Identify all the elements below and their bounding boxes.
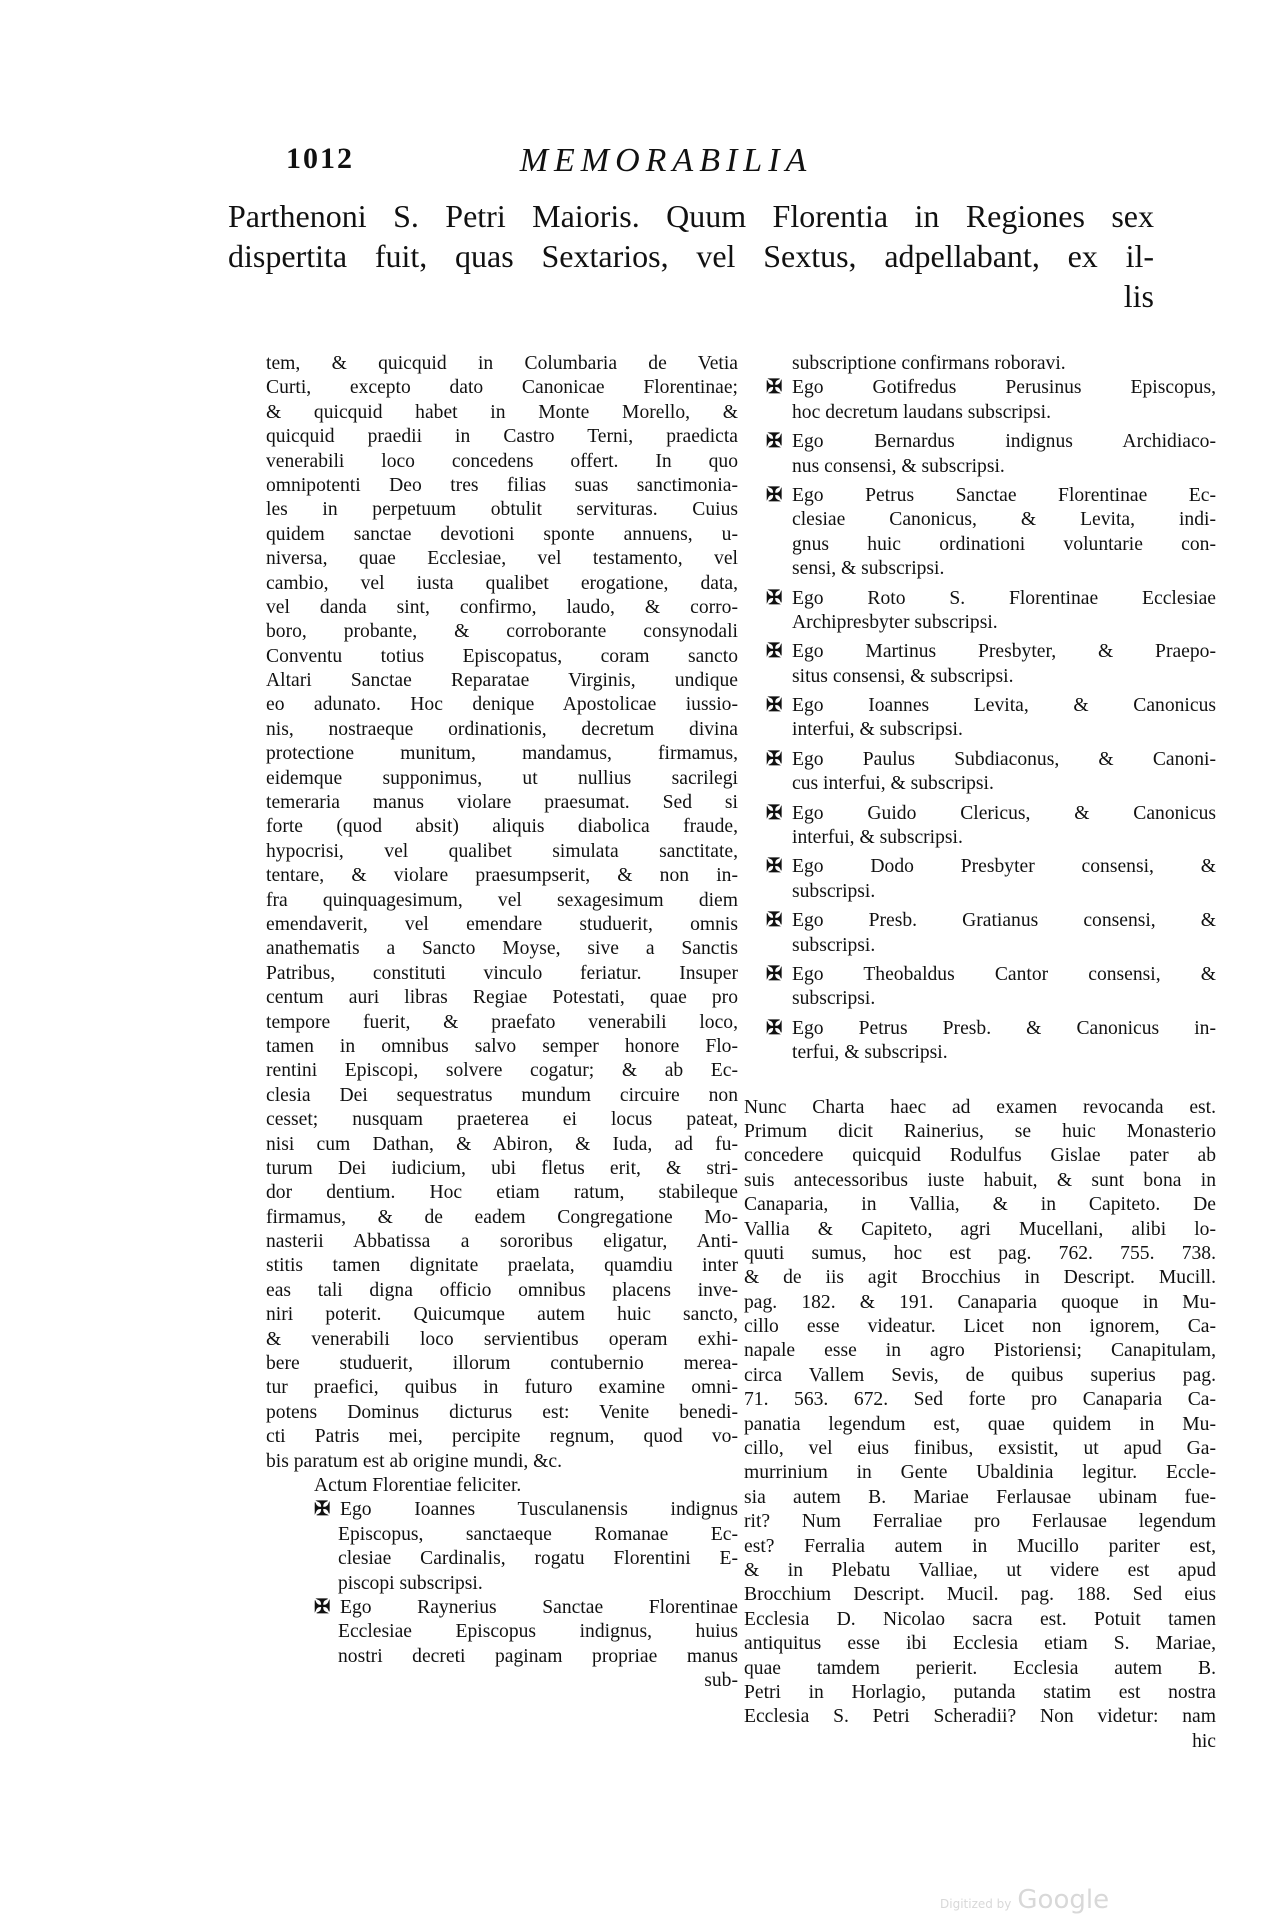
cross-icon: ✠ [766,748,783,770]
intro-line: dispertita fuit, quas Sextarios, vel Sextus, adpellabant, ex il- [228,238,1154,274]
signature-line [266,1547,738,1571]
signature-text: Ego Dodo Presbyter consensi, & [792,856,1216,878]
signature-line [744,508,1216,532]
signature-text: Ego Ioannes Levita, & Canonicus [792,695,1216,717]
signature-line [744,611,1216,635]
text-line: rentini Episcopi, solvere cogatur; & ab Ec- [266,1060,738,1082]
text-line: stitis tamen dignitate praelata, quamdiu inter [266,1255,738,1277]
text-line: nisi cum Dathan, & Abiron, & Iuda, ad fu- [266,1133,738,1155]
text-line: cambio, vel iusta qualibet erogatione, data, [266,572,738,594]
commentary-line: Primum dicit Rainerius, se huic Monasterio [744,1120,1216,1142]
cross-icon: ✠ [766,484,783,506]
text-line: emendaverit, vel emendare studuerit, omnis [266,913,738,935]
signature-line [744,718,1216,742]
commentary-line: antiquitus esse ibi Ecclesia etiam S. Mariae, [744,1633,1216,1655]
spacer [744,1066,1216,1096]
text-line: hypocrisi, vel qualibet simulata sanctitate, [266,840,738,862]
signature-line [744,665,1216,689]
cross-icon: ✠ [766,856,783,878]
text-line: fra quinquagesimum, vel sexagesimum diem [266,889,738,911]
signature-line [744,934,1216,958]
signature-line [744,909,1216,933]
commentary-line: & de iis agit Brocchius in Descript. Mucill. [744,1267,1216,1289]
signature-text: Episcopus, sanctaeque Romanae Ec- [338,1523,738,1545]
text-line: quidem sanctae devotioni sponte annuens, u- [266,523,738,545]
commentary-line: quuti sumus, hoc est pag. 762. 755. 738. [744,1242,1216,1264]
text-line: subscriptione confirmans roboravi. [792,353,1066,374]
text-line: & venerabili loco servientibus operam exhi- [266,1328,738,1350]
signature-line [266,1498,738,1522]
signature-line [266,1596,738,1620]
text-line: Altari Sanctae Reparatae Virginis, undique [266,670,738,692]
signature-text: gnus huic ordinationi voluntarie con- [792,533,1216,555]
text-line: Patribus, constituti vinculo feriatur. Insuper [266,962,738,984]
signature-text: subscripsi. [792,880,876,902]
text-line: tentare, & violare praesumpserit, & non in- [266,865,738,887]
intro-line: Parthenoni S. Petri Maioris. Quum Florentia in Regiones sex [228,198,1154,234]
signature-text: Ego Theobaldus Cantor consensi, & [792,963,1216,985]
left-column [266,352,738,1693]
commentary-line: cillo esse videatur. Licet non ignorem, Ca- [744,1316,1216,1338]
commentary-line: cillo, vel eius finibus, exsistit, ut apud Ga- [744,1438,1216,1460]
cross-icon: ✠ [766,910,783,932]
signature-text: Ego Raynerius Sanctae Florentinae [340,1596,738,1618]
catchword: sub- [704,1670,738,1692]
signature-text: Ego Bernardus indignus Archidiaco- [792,431,1216,453]
commentary-line: pag. 182. & 191. Canaparia quoque in Mu- [744,1291,1216,1313]
commentary-line: concedere quicquid Rodulfus Gislae pater ab [744,1145,1216,1167]
commentary-line: Nunc Charta haec ad examen revocanda est. [744,1096,1216,1118]
text-line: forte (quod absit) aliquis diabolica fraude, [266,816,738,838]
signature-line [744,430,1216,454]
commentary-line: est? Ferralia autem in Mucillo pariter est, [744,1535,1216,1557]
signature-line [744,640,1216,664]
commentary-line: & in Plebatu Valliae, ut videre est apud [744,1559,1216,1581]
text-line: venerabili loco concedens offert. In quo [266,450,738,472]
commentary-line: murrinium in Gente Ubaldinia legitur. Eccle- [744,1462,1216,1484]
signature-line [744,694,1216,718]
text-line: turum Dei iudicium, ubi fletus erit, & stri- [266,1157,738,1179]
signature-line [266,1645,738,1669]
catchword: hic [1192,1730,1216,1752]
text-line: temeraria manus violare praesumat. Sed si [266,792,738,814]
watermark-prefix: Digitized by [940,1897,1012,1911]
signature-text: nostri decreti paginam propriae manus [338,1645,738,1667]
signature-line [744,1017,1216,1041]
text-line: bis paratum est ab origine mundi, &c. [266,1450,563,1472]
signature-text: clesiae Canonicus, & Levita, indi- [792,509,1216,531]
commentary-line: panatia legendum est, quae quidem in Mu- [744,1413,1216,1435]
commentary-line: rit? Num Ferraliae pro Ferlausae legendum [744,1511,1216,1533]
commentary-line: Brocchium Descript. Mucil. pag. 188. Sed eius [744,1584,1216,1606]
commentary-line: Petri in Horlagio, putanda statim est nostra [744,1681,1216,1703]
signature-line [744,557,1216,581]
signature-line [744,826,1216,850]
signature-text: hoc decretum laudans subscripsi. [792,401,1052,423]
signature-line [266,1572,738,1596]
signature-text: situs consensi, & subscripsi. [792,665,1014,687]
intro-catchword: lis [1123,278,1154,314]
cross-icon: ✠ [766,963,783,985]
signature-text: Ego Ioannes Tusculanensis indignus [340,1499,738,1521]
commentary-line: quae tamdem perierit. Ecclesia autem B. [744,1657,1216,1679]
signature-line [744,376,1216,400]
text-line: vel danda sint, confirmo, laudo, & corro- [266,596,738,618]
text-line: Conventu totius Episcopatus, coram sancto [266,645,738,667]
cross-icon: ✠ [314,1499,331,1521]
text-line: eas tali digna officio omnibus placens inve- [266,1279,738,1301]
signature-text: Ego Petrus Presb. & Canonicus in- [792,1017,1216,1039]
cross-icon: ✠ [766,431,783,453]
signature-text: Ego Petrus Sanctae Florentinae Ec- [792,484,1216,506]
signature-text: Ego Roto S. Florentinae Ecclesiae [792,587,1216,609]
signature-line [744,880,1216,904]
text-line: clesia Dei sequestratus mundum circuire non [266,1084,738,1106]
intro-paragraph [228,196,1154,316]
cross-icon: ✠ [766,695,783,717]
page-number: 1012 [286,142,354,175]
commentary-line: Vallia & Capiteto, agri Mucellani, alibi lo- [744,1218,1216,1240]
signature-line [266,1620,738,1644]
page-header [286,142,986,192]
commentary-line: circa Vallem Sevis, de quibus superius pag. [744,1364,1216,1386]
text-line: dor dentium. Hoc etiam ratum, stabileque [266,1182,738,1204]
signature-line [744,533,1216,557]
cross-icon: ✠ [766,641,783,663]
cross-icon: ✠ [766,377,783,399]
signature-text: interfui, & subscripsi. [792,719,963,741]
cross-icon: ✠ [766,802,783,824]
signature-line [744,855,1216,879]
signature-line [744,987,1216,1011]
google-logo: Google [1017,1885,1110,1915]
signature-text: Archipresbyter subscripsi. [792,611,998,633]
commentary-line: 71. 563. 672. Sed forte pro Canaparia Ca- [744,1389,1216,1411]
cross-icon: ✠ [766,1017,783,1039]
right-column [744,352,1216,1754]
cross-icon: ✠ [766,587,783,609]
signature-text: sensi, & subscripsi. [792,558,945,580]
running-title: MEMORABILIA [519,142,813,179]
signature-line [266,1523,738,1547]
signature-text: Ego Gotifredus Perusinus Episcopus, [792,377,1216,399]
text-line: & quicquid habet in Monte Morello, & [266,401,738,423]
text-line: omnipotenti Deo tres filias suas sanctimonia- [266,474,738,496]
signature-text: Ego Paulus Subdiaconus, & Canoni- [792,748,1216,770]
signature-text: interfui, & subscripsi. [792,827,963,849]
text-line: eidemque supponimus, ut nullius sacrilegi [266,767,738,789]
signature-line [744,455,1216,479]
text-line: firmamus, & de eadem Congregatione Mo- [266,1206,738,1228]
text-line: niri poterit. Quicumque autem huic sancto, [266,1304,738,1326]
text-line: centum auri libras Regiae Potestati, quae pro [266,987,738,1009]
text-line: niversa, quae Ecclesiae, vel testamento, vel [266,548,738,570]
signature-text: Ego Guido Clericus, & Canonicus [792,802,1216,824]
text-line: cesset; nusquam praeterea ei locus pateat, [266,1109,738,1131]
text-line: quicquid praedii in Castro Terni, praedicta [266,426,738,448]
signature-line [744,484,1216,508]
commentary-line: suis antecessoribus iuste habuit, & sunt bona in [744,1169,1216,1191]
signature-line [744,802,1216,826]
actum-line: Actum Florentiae feliciter. [314,1474,522,1496]
text-line: cti Patris mei, percipite regnum, quod vo- [266,1426,738,1448]
text-line: potens Dominus dicturus est: Venite benedi- [266,1401,738,1423]
signature-line [744,587,1216,611]
text-line: anathematis a Sancto Moyse, sive a Sanctis [266,938,738,960]
commentary-line: Canaparia, in Vallia, & in Capiteto. De [744,1194,1216,1216]
signature-line [744,963,1216,987]
text-line: les in perpetuum obtulit servituras. Cuius [266,499,738,521]
signature-text: terfui, & subscripsi. [792,1042,948,1064]
signature-text: nus consensi, & subscripsi. [792,455,1005,477]
text-line: bere studuerit, illorum contubernio merea- [266,1353,738,1375]
signature-text: Ego Martinus Presbyter, & Praepo- [792,641,1216,663]
signature-line [744,748,1216,772]
commentary-line: Ecclesia D. Nicolao sacra est. Potuit tamen [744,1608,1216,1630]
signature-text: subscripsi. [792,988,876,1010]
text-line: nasterii Abbatissa a sororibus eligatur, Anti- [266,1231,738,1253]
signature-text: Ego Presb. Gratianus consensi, & [792,910,1216,932]
text-line: boro, probante, & corroborante consynodali [266,621,738,643]
signature-text: cus interfui, & subscripsi. [792,773,994,795]
digitized-watermark [940,1885,1109,1915]
cross-icon: ✠ [314,1596,331,1618]
commentary-line: sia autem B. Mariae Ferlausae ubinam fue- [744,1486,1216,1508]
signature-text: Ecclesiae Episcopus indignus, huius [338,1621,738,1643]
text-line: tamen in omnibus salvo semper honore Flo- [266,1035,738,1057]
signature-text: clesiae Cardinalis, rogatu Florentini E- [338,1548,738,1570]
text-line: tempore fuerit, & praefato venerabili loco, [266,1011,738,1033]
text-line: protectione munitum, mandamus, firmamus, [266,743,738,765]
commentary-line: Ecclesia S. Petri Scheradii? Non videtur: nam [744,1706,1216,1728]
signature-text: subscripsi. [792,934,876,956]
text-line: tur praefici, quibus in futuro examine omni- [266,1377,738,1399]
signature-line [744,401,1216,425]
commentary-line: napale esse in agro Pistoriensi; Canapitulam, [744,1340,1216,1362]
signature-line [744,772,1216,796]
text-line: tem, & quicquid in Columbaria de Vetia [266,353,738,374]
signature-text: piscopi subscripsi. [338,1572,483,1594]
text-line: nis, nostraeque ordinationis, decretum divina [266,718,738,740]
signature-line [744,1041,1216,1065]
text-line: Curti, excepto dato Canonicae Florentinae; [266,377,738,399]
text-line: eo adunato. Hoc denique Apostolicae iussio- [266,694,738,716]
